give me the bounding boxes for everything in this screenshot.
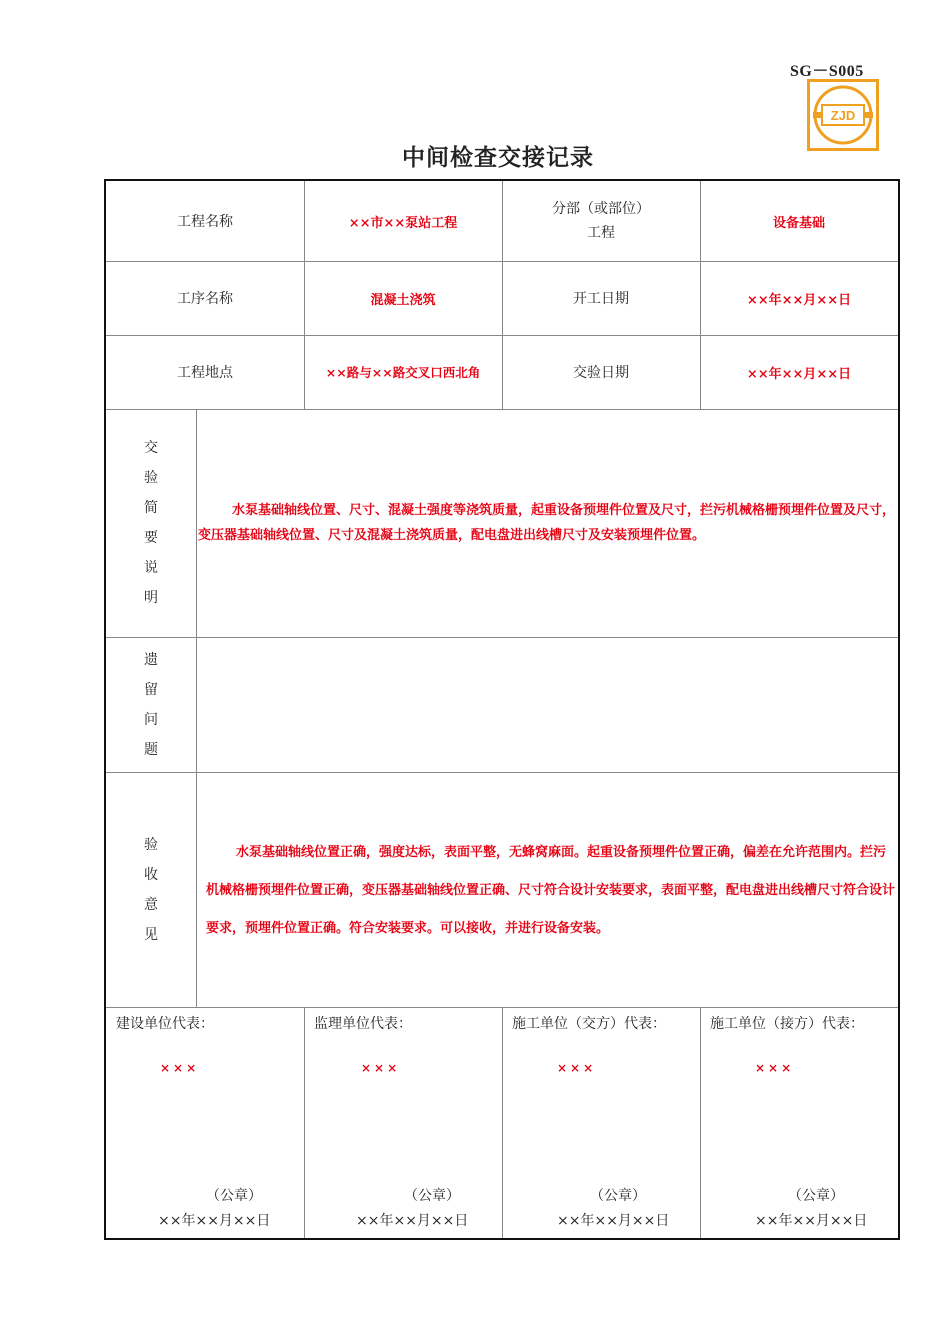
signature-cell	[700, 1007, 898, 1238]
signature-date: ××年××月××日	[158, 1213, 271, 1229]
form-code: SG－S005	[790, 63, 864, 80]
signature-date: ××年××月××日	[557, 1213, 670, 1229]
label-char: 要	[144, 530, 158, 546]
subproject-value: 设备基础	[772, 215, 825, 231]
location-label: 工程地点	[177, 365, 233, 381]
label-char: 问	[144, 711, 158, 728]
signature-label: 施工单位（交方）代表：	[512, 1016, 666, 1032]
signature-name: ×××	[160, 1061, 200, 1075]
signature-cell	[502, 1007, 700, 1238]
project-name-label: 工程名称	[177, 214, 233, 230]
process-value: 混凝土浇筑	[370, 292, 436, 308]
label-char: 题	[144, 741, 158, 758]
acceptance-opinion-label	[106, 772, 196, 1007]
seal-label: （公章）	[404, 1188, 460, 1204]
signature-cell	[106, 1007, 304, 1238]
label-char: 验	[144, 470, 158, 486]
subproject-label	[502, 181, 700, 261]
signature-cell	[304, 1007, 502, 1238]
label-char: 意	[144, 896, 158, 913]
project-name-value: ××市××泵站工程	[348, 215, 458, 231]
signature-label: 建设单位代表：	[116, 1016, 214, 1032]
page-title: 中间检查交接记录	[402, 145, 594, 171]
remaining-issues-label	[106, 637, 196, 772]
handover-desc-text: 水泵基础轴线位置、尺寸、混凝土强度等浇筑质量，起重设备预埋件位置及尺寸，拦污机械格栅预埋件位置及尺寸，变压器基础轴线位置、尺寸及混凝土浇筑质量，配电盘进出线槽尺寸及安装预埋件位置。	[198, 503, 896, 543]
handover-date-label: 交验日期	[573, 365, 629, 381]
label-char: 验	[144, 836, 158, 853]
label-char: 留	[144, 681, 158, 698]
handover-desc-label	[106, 409, 196, 637]
signature-label: 施工单位（接方）代表：	[710, 1016, 864, 1032]
location-value: ××路与××路交叉口西北角	[325, 365, 481, 380]
label-char: 说	[144, 560, 158, 576]
label-char: 遗	[144, 651, 158, 668]
start-date-label: 开工日期	[573, 291, 629, 307]
handover-date-value: ××年××月××日	[746, 366, 852, 382]
signature-name: ×××	[361, 1061, 401, 1075]
label-char: 明	[144, 590, 158, 606]
seal-label: （公章）	[788, 1188, 844, 1204]
signature-label: 监理单位代表：	[314, 1016, 412, 1032]
subproject-label-line1: 分部（或部位）	[552, 201, 650, 217]
svg-text:ZJD: ZJD	[830, 108, 856, 123]
label-char: 简	[144, 500, 158, 516]
process-label: 工序名称	[177, 291, 233, 307]
label-char: 交	[144, 440, 158, 456]
signature-date: ××年××月××日	[755, 1213, 868, 1229]
subproject-label-line2: 工程	[587, 225, 615, 241]
acceptance-opinion-text: 水泵基础轴线位置正确，强度达标，表面平整，无蜂窝麻面。起重设备预埋件位置正确，偏差在允许范围内。拦污机械格栅预埋件位置正确，变压器基础轴线位置正确、尺寸符合设计安装要求，表面平整，配电盘进出线槽尺寸符合设计要求，预埋件位置正确。符合安装要求。可以接收，并进行设备安装。	[206, 845, 896, 936]
seal-label: （公章）	[206, 1188, 262, 1204]
signature-name: ×××	[557, 1061, 597, 1075]
signature-date: ××年××月××日	[356, 1213, 469, 1229]
label-char: 收	[144, 866, 158, 883]
label-char: 见	[144, 926, 158, 943]
signature-name: ×××	[755, 1061, 795, 1075]
start-date-value: ××年××月××日	[746, 292, 852, 308]
seal-label: （公章）	[590, 1188, 646, 1204]
form-table	[104, 179, 900, 1240]
